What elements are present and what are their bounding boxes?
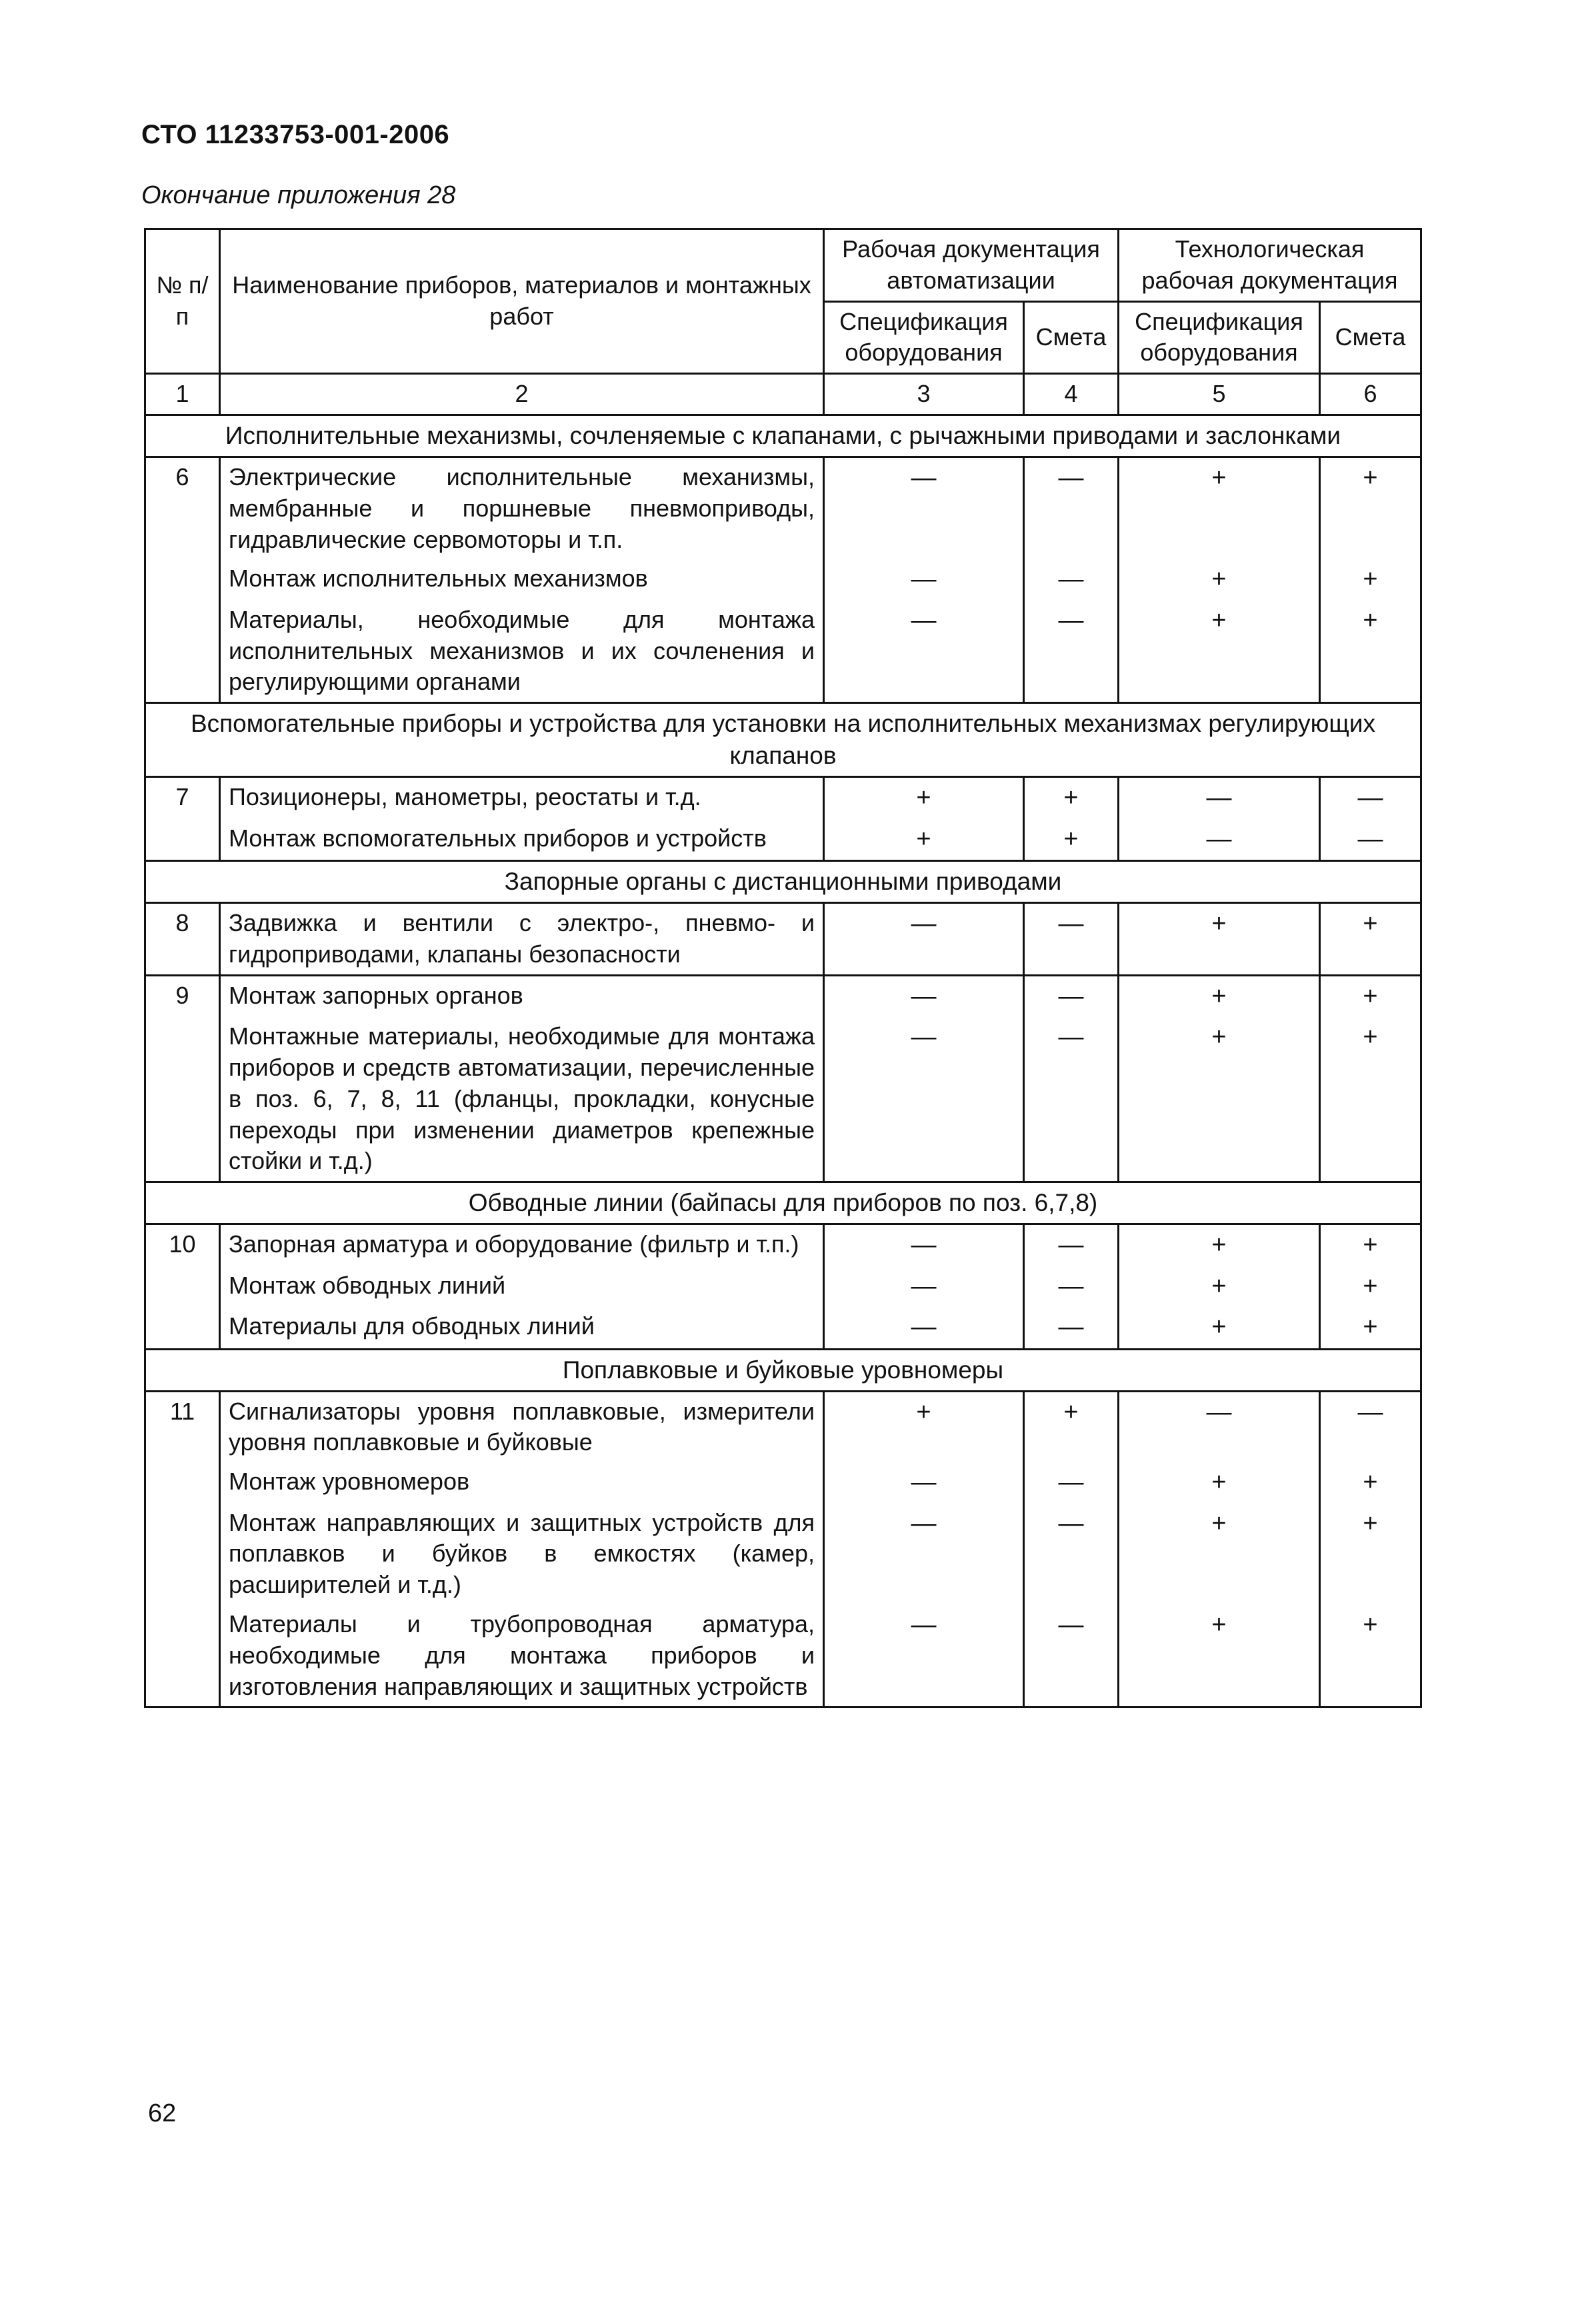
mark-c6: +: [1320, 600, 1421, 703]
mark-c3: —: [824, 1266, 1024, 1307]
mark-c3: —: [824, 1462, 1024, 1503]
item-description: Монтаж направляющих и защитных устройств для поплавков и буйков в емкостях (камер, расширителей и т.д.): [220, 1504, 824, 1605]
table-row: [145, 1307, 1421, 1349]
mark-c6: +: [1320, 1504, 1421, 1605]
mark-c3: —: [824, 559, 1024, 600]
column-index: 3: [824, 374, 1024, 415]
mark-c3: +: [824, 819, 1024, 861]
item-description: Монтаж вспомогательных приборов и устройств: [220, 819, 824, 861]
mark-c6: +: [1320, 1307, 1421, 1349]
mark-c6: +: [1320, 975, 1421, 1017]
mark-c3: —: [824, 975, 1024, 1017]
mark-c6: +: [1320, 1017, 1421, 1182]
mark-c4: —: [1024, 1266, 1119, 1307]
mark-c4: —: [1024, 1605, 1119, 1708]
mark-c4: +: [1024, 777, 1119, 819]
table-body: [145, 415, 1421, 1707]
mark-c4: —: [1024, 975, 1119, 1017]
mark-c5: +: [1119, 903, 1320, 976]
item-description: Монтаж обводных линий: [220, 1266, 824, 1307]
table-row: [145, 777, 1421, 819]
mark-c5: +: [1119, 600, 1320, 703]
section-header-row: [145, 415, 1421, 457]
column-index-row: [145, 374, 1421, 415]
mark-c5: —: [1119, 819, 1320, 861]
position-number: 9: [145, 975, 220, 1182]
mark-c3: —: [824, 1605, 1024, 1708]
mark-c6: +: [1320, 1224, 1421, 1266]
document-code: СТО 11233753-001-2006: [141, 120, 450, 149]
item-description: Монтажные материалы, необходимые для монтажа приборов и средств автоматизации, перечисленные в поз. 6, 7, 8, 11 (фланцы, прокладки, конусные переходы при изменении диаметров крепежные стойки и т.д.): [220, 1017, 824, 1182]
mark-c6: +: [1320, 559, 1421, 600]
mark-c5: +: [1119, 1307, 1320, 1349]
mark-c6: —: [1320, 819, 1421, 861]
column-index: 2: [220, 374, 824, 415]
item-description: Материалы, необходимые для монтажа исполнительных механизмов и их сочленения и регулирующими органами: [220, 600, 824, 703]
column-index: 1: [145, 374, 220, 415]
item-description: Монтаж уровномеров: [220, 1462, 824, 1503]
mark-c6: +: [1320, 1605, 1421, 1708]
page-number: 62: [148, 2099, 177, 2127]
mark-c5: +: [1119, 1017, 1320, 1182]
table-row: [145, 559, 1421, 600]
mark-c5: +: [1119, 1224, 1320, 1266]
header-num: № п/п: [145, 229, 220, 374]
position-number: 10: [145, 1224, 220, 1349]
mark-c5: +: [1119, 1462, 1320, 1503]
table-row: [145, 819, 1421, 861]
mark-c4: +: [1024, 819, 1119, 861]
mark-c6: +: [1320, 1266, 1421, 1307]
mark-c4: —: [1024, 600, 1119, 703]
mark-c4: —: [1024, 903, 1119, 976]
section-title: Исполнительные механизмы, сочленяемые с клапанами, с рычажными приводами и заслонками: [145, 415, 1421, 457]
column-index: 6: [1320, 374, 1421, 415]
item-description: Сигнализаторы уровня поплавковые, измерители уровня поплавковые и буйковые: [220, 1391, 824, 1462]
table-row: [145, 457, 1421, 560]
section-title: Вспомогательные приборы и устройства для установки на исполнительных механизмах регулирующих клапанов: [145, 703, 1421, 777]
mark-c6: +: [1320, 1462, 1421, 1503]
mark-c5: +: [1119, 457, 1320, 560]
header-name: Наименование приборов, материалов и монтажных работ: [220, 229, 824, 374]
mark-c5: +: [1119, 559, 1320, 600]
mark-c5: —: [1119, 777, 1320, 819]
item-description: Задвижка и вентили с электро-, пневмо- и гидроприводами, клапаны безопасности: [220, 903, 824, 976]
mark-c4: —: [1024, 1307, 1119, 1349]
mark-c4: —: [1024, 559, 1119, 600]
mark-c3: —: [824, 1224, 1024, 1266]
table-row: [145, 600, 1421, 703]
mark-c4: —: [1024, 1224, 1119, 1266]
header-spec-technological: Спецификация оборудования: [1119, 301, 1320, 374]
mark-c3: —: [824, 1504, 1024, 1605]
section-title: Запорные органы с дистанционными приводами: [145, 861, 1421, 903]
appendix-subtitle: Окончание приложения 28: [141, 181, 456, 209]
table-row: [145, 1605, 1421, 1708]
mark-c6: +: [1320, 903, 1421, 976]
mark-c3: —: [824, 1017, 1024, 1182]
table-header: [145, 229, 1421, 415]
item-description: Монтаж запорных органов: [220, 975, 824, 1017]
mark-c5: +: [1119, 975, 1320, 1017]
mark-c6: —: [1320, 777, 1421, 819]
mark-c3: —: [824, 1307, 1024, 1349]
section-title: Поплавковые и буйковые уровномеры: [145, 1349, 1421, 1391]
header-estimate-technological: Смета: [1320, 301, 1421, 374]
item-description: Запорная арматура и оборудование (фильтр и т.п.): [220, 1224, 824, 1266]
section-header-row: [145, 861, 1421, 903]
documentation-table: [144, 228, 1422, 1708]
position-number: 8: [145, 903, 220, 976]
header-estimate-automation: Смета: [1024, 301, 1119, 374]
table-row: [145, 1266, 1421, 1307]
mark-c3: +: [824, 777, 1024, 819]
table-row: [145, 1224, 1421, 1266]
mark-c5: +: [1119, 1605, 1320, 1708]
table-row: [145, 1017, 1421, 1182]
mark-c4: +: [1024, 1391, 1119, 1462]
column-index: 5: [1119, 374, 1320, 415]
section-header-row: [145, 1182, 1421, 1224]
header-group-automation: Рабочая документация автоматизации: [824, 229, 1119, 302]
mark-c6: —: [1320, 1391, 1421, 1462]
position-number: 6: [145, 457, 220, 703]
item-description: Материалы для обводных линий: [220, 1307, 824, 1349]
table-row: [145, 1462, 1421, 1503]
position-number: 11: [145, 1391, 220, 1708]
mark-c4: —: [1024, 1504, 1119, 1605]
mark-c5: +: [1119, 1266, 1320, 1307]
table-row: [145, 1504, 1421, 1605]
mark-c6: +: [1320, 457, 1421, 560]
mark-c3: —: [824, 600, 1024, 703]
mark-c4: —: [1024, 1017, 1119, 1182]
item-description: Монтаж исполнительных механизмов: [220, 559, 824, 600]
section-header-row: [145, 703, 1421, 777]
item-description: Материалы и трубопроводная арматура, необходимые для монтажа приборов и изготовления направляющих и защитных устройств: [220, 1605, 824, 1708]
header-group-technological: Технологическая рабочая документация: [1119, 229, 1421, 302]
mark-c4: —: [1024, 1462, 1119, 1503]
mark-c3: —: [824, 457, 1024, 560]
item-description: Электрические исполнительные механизмы, мембранные и поршневые пневмоприводы, гидравлические сервомоторы и т.п.: [220, 457, 824, 560]
mark-c3: +: [824, 1391, 1024, 1462]
header-spec-automation: Спецификация оборудования: [824, 301, 1024, 374]
mark-c5: —: [1119, 1391, 1320, 1462]
table-row: [145, 903, 1421, 976]
table-row: [145, 1391, 1421, 1462]
mark-c4: —: [1024, 457, 1119, 560]
section-title: Обводные линии (байпасы для приборов по поз. 6,7,8): [145, 1182, 1421, 1224]
item-description: Позиционеры, манометры, реостаты и т.д.: [220, 777, 824, 819]
position-number: 7: [145, 777, 220, 861]
mark-c3: —: [824, 903, 1024, 976]
table-row: [145, 975, 1421, 1017]
column-index: 4: [1024, 374, 1119, 415]
mark-c5: +: [1119, 1504, 1320, 1605]
section-header-row: [145, 1349, 1421, 1391]
